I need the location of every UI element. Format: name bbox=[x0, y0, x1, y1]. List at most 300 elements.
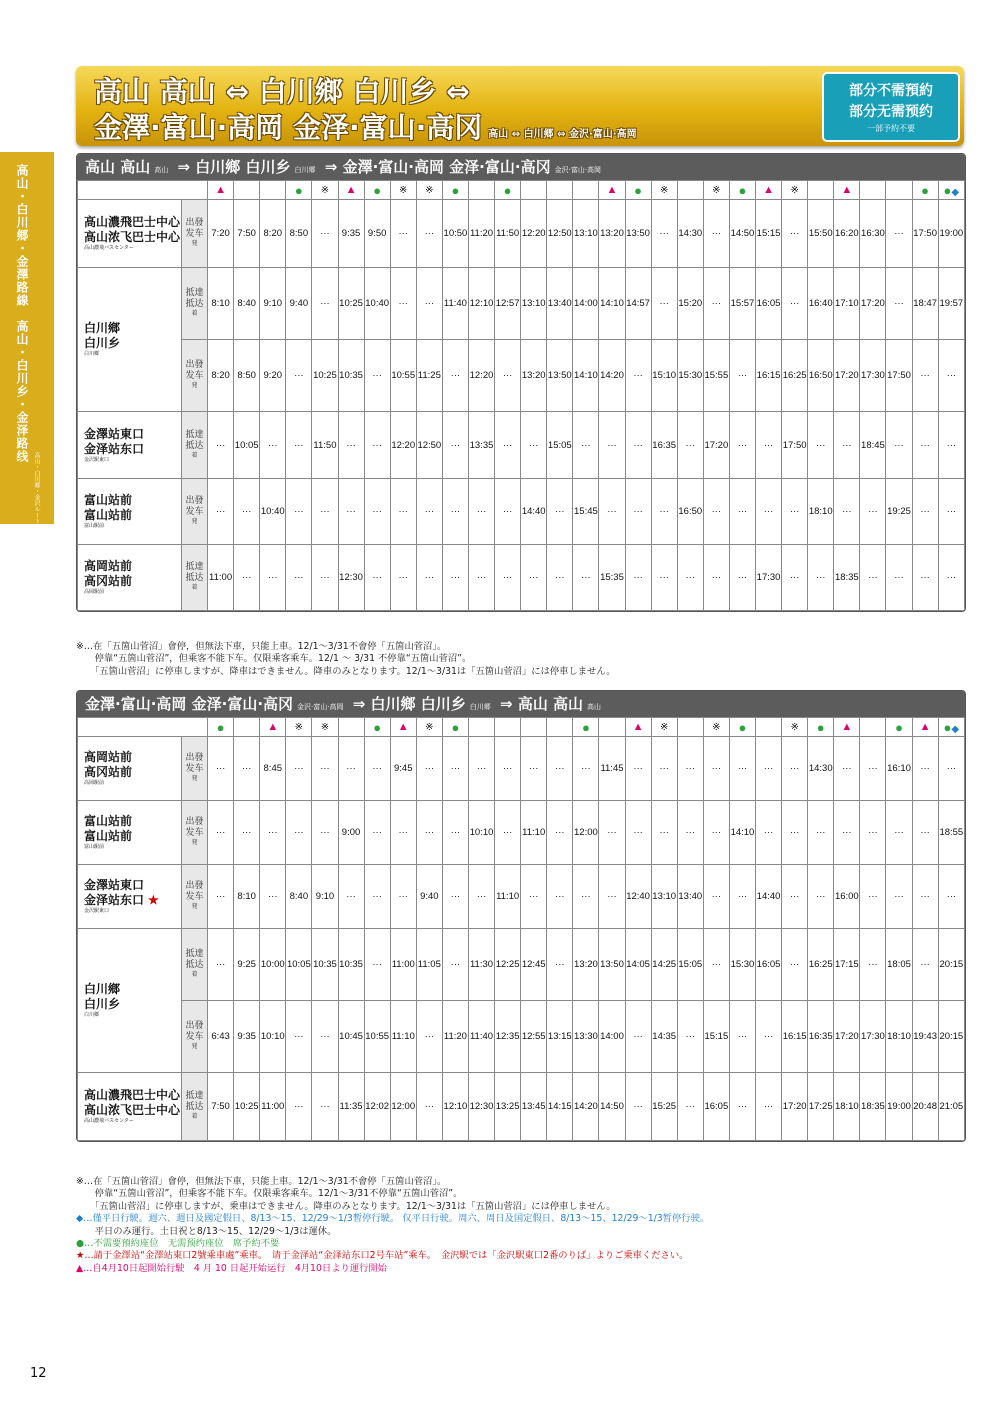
time-cell: 20:15 bbox=[938, 1001, 964, 1073]
time-cell: ··· bbox=[442, 737, 468, 801]
time-cell: ··· bbox=[338, 479, 364, 545]
mark-cell bbox=[886, 718, 912, 737]
time-cell: 16:20 bbox=[834, 200, 860, 268]
time-cell: ··· bbox=[834, 737, 860, 801]
station-name-cell: 高山濃飛巴士中心 高山浓飞巴士中心 高山濃飛バスセンター bbox=[78, 1073, 182, 1141]
time-cell: 6:43 bbox=[208, 1001, 234, 1073]
time-cell: ··· bbox=[677, 1001, 703, 1073]
time-cell: 13:30 bbox=[573, 1001, 599, 1073]
side-tab-title: 高山・白川郷・金澤路線 高山・白川乡・金泽路线 bbox=[15, 164, 29, 463]
time-cell: 15:25 bbox=[651, 1073, 677, 1141]
time-cell: ··· bbox=[364, 737, 390, 801]
time-cell: 8:10 bbox=[208, 268, 234, 340]
time-cell: ··· bbox=[260, 545, 286, 611]
time-cell: 10:25 bbox=[338, 268, 364, 340]
time-cell: 10:55 bbox=[390, 340, 416, 412]
time-cell: ··· bbox=[677, 1073, 703, 1141]
time-cell: 12:45 bbox=[521, 929, 547, 1001]
time-cell: ··· bbox=[729, 479, 755, 545]
time-cell: ··· bbox=[547, 545, 573, 611]
time-cell: ··· bbox=[782, 268, 808, 340]
time-cell: 14:20 bbox=[599, 340, 625, 412]
timetable-row bbox=[78, 1001, 965, 1073]
time-cell: 16:50 bbox=[677, 479, 703, 545]
time-cell: ··· bbox=[625, 801, 651, 865]
time-cell: ··· bbox=[390, 479, 416, 545]
arrive-depart-label: 出發 发车 発 bbox=[182, 200, 208, 268]
time-cell: ··· bbox=[390, 200, 416, 268]
time-cell: ··· bbox=[364, 929, 390, 1001]
time-cell: 19:43 bbox=[912, 1001, 938, 1073]
mark-cell bbox=[834, 718, 860, 737]
time-cell: ··· bbox=[312, 1073, 338, 1141]
time-cell: 7:50 bbox=[234, 200, 260, 268]
time-cell: 14:50 bbox=[729, 200, 755, 268]
time-cell: ··· bbox=[729, 1073, 755, 1141]
time-cell: ··· bbox=[703, 737, 729, 801]
time-cell: 9:35 bbox=[234, 1001, 260, 1073]
title-line2-small: 高山 ⇔ 白川郷 ⇔ 金沢·富山·高岡 bbox=[488, 129, 637, 140]
time-cell: ··· bbox=[756, 479, 782, 545]
time-cell: ··· bbox=[782, 865, 808, 929]
time-cell: ··· bbox=[364, 865, 390, 929]
time-cell: ··· bbox=[938, 545, 964, 611]
mark-row bbox=[78, 718, 965, 737]
time-cell: ··· bbox=[756, 412, 782, 479]
time-cell: 14:10 bbox=[573, 340, 599, 412]
time-cell: ··· bbox=[573, 737, 599, 801]
time-cell: 10:25 bbox=[234, 1073, 260, 1141]
mark-cell bbox=[756, 181, 782, 200]
station-name-cell: 金澤站東口 金泽站东口 金沢駅東口 bbox=[78, 412, 182, 479]
time-cell: ··· bbox=[756, 801, 782, 865]
time-cell: 15:10 bbox=[651, 340, 677, 412]
triangle-mark-icon: ▲ bbox=[841, 721, 853, 733]
time-cell: ··· bbox=[703, 479, 729, 545]
mark-cell bbox=[677, 181, 703, 200]
time-cell: 12:00 bbox=[573, 801, 599, 865]
mark-cell bbox=[442, 181, 468, 200]
time-cell: 15:15 bbox=[703, 1001, 729, 1073]
time-cell: 11:10 bbox=[390, 1001, 416, 1073]
mark-cell bbox=[468, 181, 494, 200]
time-cell: 10:00 bbox=[260, 929, 286, 1001]
time-cell: 13:20 bbox=[573, 929, 599, 1001]
time-cell: ··· bbox=[756, 1073, 782, 1141]
time-cell: 12:20 bbox=[468, 340, 494, 412]
arrive-depart-label: 抵達 抵达 着 bbox=[182, 929, 208, 1001]
time-cell: ··· bbox=[651, 200, 677, 268]
triangle-mark-icon: ▲ bbox=[919, 721, 931, 733]
time-cell: ··· bbox=[234, 479, 260, 545]
time-cell: ··· bbox=[468, 545, 494, 611]
time-cell: ··· bbox=[938, 479, 964, 545]
section2-header: 金澤·富山·高岡 金泽·富山·高冈 金沢·富山·高岡 ⇒ 白川鄉 白川乡 白川郷 ⇒ 高山 高山 高山 bbox=[77, 691, 965, 717]
time-cell: 16:05 bbox=[756, 268, 782, 340]
no-reservation-dot-icon: ● bbox=[581, 719, 590, 735]
time-cell: ··· bbox=[677, 545, 703, 611]
timetable-1 bbox=[77, 180, 965, 611]
time-cell: ··· bbox=[912, 412, 938, 479]
time-cell: 9:00 bbox=[338, 801, 364, 865]
time-cell: 12:35 bbox=[495, 1001, 521, 1073]
time-cell: ··· bbox=[338, 737, 364, 801]
time-cell: 11:35 bbox=[338, 1073, 364, 1141]
time-cell: ··· bbox=[703, 929, 729, 1001]
time-cell: 18:10 bbox=[886, 1001, 912, 1073]
time-cell: ··· bbox=[599, 801, 625, 865]
time-cell: 20:15 bbox=[938, 929, 964, 1001]
time-cell: ··· bbox=[416, 1073, 442, 1141]
time-cell: ··· bbox=[442, 929, 468, 1001]
time-cell: 9:35 bbox=[338, 200, 364, 268]
time-cell: 12:40 bbox=[625, 865, 651, 929]
time-cell: 16:10 bbox=[886, 737, 912, 801]
time-cell: 12:55 bbox=[521, 1001, 547, 1073]
note-line: ◆…僅平日行駛。週六、週日及國定假日、8/13～15、12/29～1/3暫停行駛。 仅平日行驶。周六、周日及国定假日、8/13～15、12/29～1/3暂停行驶。 bbox=[76, 1213, 710, 1225]
time-cell: ··· bbox=[886, 200, 912, 268]
timetable-row bbox=[78, 801, 965, 865]
time-cell: ··· bbox=[860, 801, 886, 865]
time-cell: ··· bbox=[416, 479, 442, 545]
section1-notes bbox=[76, 641, 616, 678]
time-cell: 14:40 bbox=[756, 865, 782, 929]
time-cell: 9:20 bbox=[260, 340, 286, 412]
time-cell: 15:05 bbox=[547, 412, 573, 479]
note-mark-icon: ※ bbox=[425, 184, 434, 196]
time-cell: 18:55 bbox=[938, 801, 964, 865]
time-cell: 14:57 bbox=[625, 268, 651, 340]
mark-cell bbox=[860, 718, 886, 737]
mark-cell bbox=[625, 718, 651, 737]
time-cell: ··· bbox=[208, 479, 234, 545]
time-cell: ··· bbox=[782, 200, 808, 268]
station-name-cell: 高岡站前 高冈站前 高岡駅前 bbox=[78, 545, 182, 611]
note-line: ▲…自4月10日起開始行駛 4 月 10 日起开始运行 4月10日より運行開始 bbox=[76, 1262, 387, 1274]
time-cell: ··· bbox=[521, 865, 547, 929]
time-cell: ··· bbox=[495, 737, 521, 801]
time-cell: 12:50 bbox=[416, 412, 442, 479]
time-cell: 15:50 bbox=[808, 200, 834, 268]
time-cell: 15:45 bbox=[573, 479, 599, 545]
note-mark-icon: ※ bbox=[294, 721, 304, 733]
time-cell: ··· bbox=[912, 545, 938, 611]
mark-cell bbox=[338, 718, 364, 737]
time-cell: ··· bbox=[442, 865, 468, 929]
time-cell: ··· bbox=[286, 545, 312, 611]
note-mark-icon: ※ bbox=[425, 721, 434, 733]
time-cell: 10:40 bbox=[260, 479, 286, 545]
time-cell: ··· bbox=[677, 412, 703, 479]
time-cell: 9:45 bbox=[390, 737, 416, 801]
time-cell: 10:45 bbox=[338, 1001, 364, 1073]
time-cell: ··· bbox=[886, 268, 912, 340]
time-cell: 14:15 bbox=[547, 1073, 573, 1141]
time-cell: ··· bbox=[808, 545, 834, 611]
mark-cell bbox=[495, 718, 521, 737]
note-line: ※…在「五箇山菅沼」會停，但無法下車，只能上車。12/1～3/31不會停「五箇山菅沼」。 bbox=[76, 641, 447, 652]
timetable-row bbox=[78, 929, 965, 1001]
time-cell: 19:00 bbox=[938, 200, 964, 268]
time-cell: 10:35 bbox=[312, 929, 338, 1001]
time-cell: 16:35 bbox=[808, 1001, 834, 1073]
time-cell: 14:10 bbox=[599, 268, 625, 340]
time-cell: ··· bbox=[495, 479, 521, 545]
title-line2: 金澤·富山·高岡 金泽·富山·高冈 高山 ⇔ 白川郷 ⇔ 金沢·富山·高岡 bbox=[94, 111, 637, 144]
time-cell: ··· bbox=[416, 1001, 442, 1073]
mark-cell bbox=[547, 718, 573, 737]
time-cell: ··· bbox=[625, 340, 651, 412]
time-cell: ··· bbox=[495, 801, 521, 865]
time-cell: ··· bbox=[442, 412, 468, 479]
time-cell: 16:25 bbox=[808, 929, 834, 1001]
note-line: ●…不需要預約座位 无需预约座位 席予約不要 bbox=[76, 1238, 280, 1250]
star-icon: ★ bbox=[148, 893, 159, 907]
time-cell: ··· bbox=[860, 865, 886, 929]
mark-cell bbox=[677, 718, 703, 737]
time-cell: ··· bbox=[729, 412, 755, 479]
time-cell: ··· bbox=[234, 801, 260, 865]
time-cell: ··· bbox=[938, 340, 964, 412]
mark-cell bbox=[390, 181, 416, 200]
timetable-row bbox=[78, 545, 965, 611]
time-cell: 13:50 bbox=[547, 340, 573, 412]
mark-cell bbox=[573, 718, 599, 737]
note-line: 平日のみ運行。土日祝と8/13～15、12/29～1/3は運休。 bbox=[76, 1225, 337, 1237]
time-cell: 17:15 bbox=[834, 929, 860, 1001]
mark-cell bbox=[756, 718, 782, 737]
time-cell: ··· bbox=[834, 479, 860, 545]
time-cell: 18:05 bbox=[886, 929, 912, 1001]
time-cell: ··· bbox=[390, 545, 416, 611]
dot-diamond-mark-icon: ●◆ bbox=[943, 719, 960, 735]
time-cell: 10:05 bbox=[286, 929, 312, 1001]
time-cell: 19:00 bbox=[886, 1073, 912, 1141]
time-cell: 14:30 bbox=[808, 737, 834, 801]
time-cell: ··· bbox=[521, 412, 547, 479]
mark-cell bbox=[938, 181, 964, 200]
mark-cell bbox=[808, 718, 834, 737]
time-cell: ··· bbox=[938, 412, 964, 479]
time-cell: ··· bbox=[208, 929, 234, 1001]
time-cell: ··· bbox=[729, 340, 755, 412]
time-cell: ··· bbox=[886, 412, 912, 479]
time-cell: 12:57 bbox=[495, 268, 521, 340]
time-cell: ··· bbox=[912, 865, 938, 929]
note-mark-icon: ※ bbox=[790, 721, 799, 733]
mark-cell bbox=[364, 718, 390, 737]
time-cell: 12:30 bbox=[338, 545, 364, 611]
mark-cell bbox=[495, 181, 521, 200]
time-cell: 16:40 bbox=[808, 268, 834, 340]
time-cell: ··· bbox=[416, 801, 442, 865]
triangle-mark-icon: ▲ bbox=[267, 721, 279, 733]
time-cell: ··· bbox=[468, 737, 494, 801]
time-cell: 13:35 bbox=[468, 412, 494, 479]
time-cell: ··· bbox=[390, 865, 416, 929]
mark-cell bbox=[703, 181, 729, 200]
mark-cell bbox=[416, 181, 442, 200]
time-cell: 8:20 bbox=[260, 200, 286, 268]
no-reservation-dot-icon: ● bbox=[738, 182, 747, 198]
time-cell: ··· bbox=[364, 340, 390, 412]
time-cell: ··· bbox=[729, 1001, 755, 1073]
time-cell: ··· bbox=[625, 479, 651, 545]
time-cell: 8:10 bbox=[234, 865, 260, 929]
time-cell: 10:10 bbox=[260, 1001, 286, 1073]
time-cell: 13:15 bbox=[547, 1001, 573, 1073]
time-cell: 10:50 bbox=[442, 200, 468, 268]
timetable-kanazawa-to-takayama bbox=[76, 690, 966, 1142]
mark-cell bbox=[468, 718, 494, 737]
time-cell: 11:50 bbox=[312, 412, 338, 479]
time-cell: 9:40 bbox=[286, 268, 312, 340]
time-cell: ··· bbox=[416, 545, 442, 611]
time-cell: 15:55 bbox=[703, 340, 729, 412]
no-reservation-dot-icon: ● bbox=[373, 182, 382, 198]
time-cell: 11:10 bbox=[521, 801, 547, 865]
time-cell: ··· bbox=[729, 737, 755, 801]
time-cell: 15:20 bbox=[677, 268, 703, 340]
note-line: 「五箇山菅沼」に停車しますが、降車はできません。降車のみとなります。12/1～3/31は「五箇山菅沼」には停車しません。 bbox=[76, 665, 616, 677]
no-reservation-dot-icon: ● bbox=[373, 719, 382, 735]
time-cell: ··· bbox=[912, 340, 938, 412]
time-cell: 16:00 bbox=[834, 865, 860, 929]
mark-cell bbox=[782, 718, 808, 737]
time-cell: ··· bbox=[416, 200, 442, 268]
time-cell: 11:45 bbox=[599, 737, 625, 801]
note-line: 「五箇山菅沼」に停車しますが、乗車はできません。降車のみとなります。12/1～3/31は「五箇山菅沼」には停車しません。 bbox=[76, 1200, 616, 1212]
timetable-row bbox=[78, 412, 965, 479]
note-mark-icon: ※ bbox=[712, 184, 721, 196]
time-cell: 13:10 bbox=[651, 865, 677, 929]
mark-cell bbox=[782, 181, 808, 200]
time-cell: ··· bbox=[208, 737, 234, 801]
arrive-depart-label: 抵達 抵达 着 bbox=[182, 412, 208, 479]
time-cell: 11:20 bbox=[468, 200, 494, 268]
triangle-mark-icon: ▲ bbox=[632, 721, 644, 733]
time-cell: ··· bbox=[651, 479, 677, 545]
time-cell: 11:25 bbox=[416, 340, 442, 412]
arrive-depart-label: 抵達 抵达 着 bbox=[182, 268, 208, 340]
time-cell: 10:05 bbox=[234, 412, 260, 479]
time-cell: 15:15 bbox=[756, 200, 782, 268]
station-name-cell: 白川鄉 白川乡 白川郷 bbox=[78, 929, 182, 1073]
time-cell: ··· bbox=[834, 801, 860, 865]
time-cell: ··· bbox=[286, 340, 312, 412]
time-cell: 16:30 bbox=[860, 200, 886, 268]
time-cell: 19:25 bbox=[886, 479, 912, 545]
time-cell: ··· bbox=[521, 545, 547, 611]
time-cell: 14:05 bbox=[625, 929, 651, 1001]
time-cell: ··· bbox=[364, 545, 390, 611]
mark-cell bbox=[286, 718, 312, 737]
no-reservation-dot-icon: ● bbox=[816, 719, 825, 735]
title-banner bbox=[76, 66, 964, 146]
section1-header: 高山 高山 高山 ⇒ 白川鄉 白川乡 白川郷 ⇒ 金澤·富山·高岡 金泽·富山·高冈 金沢·富山·高岡 bbox=[77, 154, 965, 180]
reservation-badge: 部分不需預約 部分无需预约 一部予約不要 bbox=[822, 72, 960, 142]
time-cell: 14:25 bbox=[651, 929, 677, 1001]
time-cell: ··· bbox=[286, 479, 312, 545]
time-cell: 13:50 bbox=[625, 200, 651, 268]
time-cell: ··· bbox=[756, 1001, 782, 1073]
time-cell: ··· bbox=[312, 200, 338, 268]
no-reservation-dot-icon: ● bbox=[738, 719, 747, 735]
note-line: ★…請于金澤站“金澤站東口2號乘車處”乘車。 请于金泽站“金泽站东口2号车站”乘车。 金沢駅では「金沢駅東口2番のりば」よりご乗車ください。 bbox=[76, 1250, 689, 1262]
time-cell: 14:20 bbox=[573, 1073, 599, 1141]
time-cell: 14:10 bbox=[729, 801, 755, 865]
mark-cell bbox=[442, 718, 468, 737]
arrive-depart-label: 抵達 抵达 着 bbox=[182, 1073, 208, 1141]
time-cell: ··· bbox=[808, 801, 834, 865]
timetable-row bbox=[78, 1073, 965, 1141]
time-cell: 7:50 bbox=[208, 1073, 234, 1141]
time-cell: 10:35 bbox=[338, 340, 364, 412]
time-cell: ··· bbox=[599, 412, 625, 479]
time-cell: ··· bbox=[782, 737, 808, 801]
time-cell: 17:20 bbox=[834, 340, 860, 412]
triangle-mark-icon: ▲ bbox=[763, 184, 774, 196]
arrive-depart-label: 出發 发车 発 bbox=[182, 340, 208, 412]
time-cell: ··· bbox=[495, 545, 521, 611]
time-cell: 8:40 bbox=[286, 865, 312, 929]
time-cell: ··· bbox=[729, 865, 755, 929]
mark-cell bbox=[234, 718, 260, 737]
time-cell: 7:20 bbox=[208, 200, 234, 268]
time-cell: 13:50 bbox=[599, 929, 625, 1001]
triangle-mark-icon: ▲ bbox=[215, 184, 227, 196]
time-cell: 10:25 bbox=[312, 340, 338, 412]
mark-cell bbox=[912, 181, 938, 200]
time-cell: 18:10 bbox=[834, 1073, 860, 1141]
time-cell: ··· bbox=[521, 737, 547, 801]
time-cell: 15:30 bbox=[677, 340, 703, 412]
triangle-mark-icon: ▲ bbox=[345, 184, 357, 196]
time-cell: 9:40 bbox=[416, 865, 442, 929]
arrive-depart-label: 出發 发车 発 bbox=[182, 1001, 208, 1073]
time-cell: 9:10 bbox=[312, 865, 338, 929]
time-cell: ··· bbox=[625, 737, 651, 801]
time-cell: ··· bbox=[677, 737, 703, 801]
time-cell: 12:10 bbox=[442, 1073, 468, 1141]
time-cell: 9:10 bbox=[260, 268, 286, 340]
time-cell: 13:10 bbox=[573, 200, 599, 268]
time-cell: ··· bbox=[651, 545, 677, 611]
mark-cell bbox=[547, 181, 573, 200]
time-cell: ··· bbox=[312, 1001, 338, 1073]
time-cell: ··· bbox=[495, 340, 521, 412]
time-cell: 11:05 bbox=[416, 929, 442, 1001]
time-cell: ··· bbox=[312, 737, 338, 801]
time-cell: 11:00 bbox=[208, 545, 234, 611]
no-reservation-dot-icon: ● bbox=[895, 719, 903, 735]
note-mark-icon: ※ bbox=[712, 721, 721, 733]
time-cell: 12:50 bbox=[547, 200, 573, 268]
mark-cell bbox=[286, 181, 312, 200]
time-cell: 18:35 bbox=[834, 545, 860, 611]
mark-cell bbox=[416, 718, 442, 737]
time-cell: 10:40 bbox=[364, 268, 390, 340]
time-cell: ··· bbox=[573, 545, 599, 611]
time-cell: ··· bbox=[286, 737, 312, 801]
arrive-depart-label: 出發 发车 発 bbox=[182, 865, 208, 929]
timetable-row bbox=[78, 865, 965, 929]
mark-cell bbox=[703, 718, 729, 737]
arrive-depart-label: 出發 发车 発 bbox=[182, 479, 208, 545]
time-cell: 12:10 bbox=[468, 268, 494, 340]
arrive-depart-label: 抵達 抵达 着 bbox=[182, 545, 208, 611]
time-cell: 18:45 bbox=[860, 412, 886, 479]
